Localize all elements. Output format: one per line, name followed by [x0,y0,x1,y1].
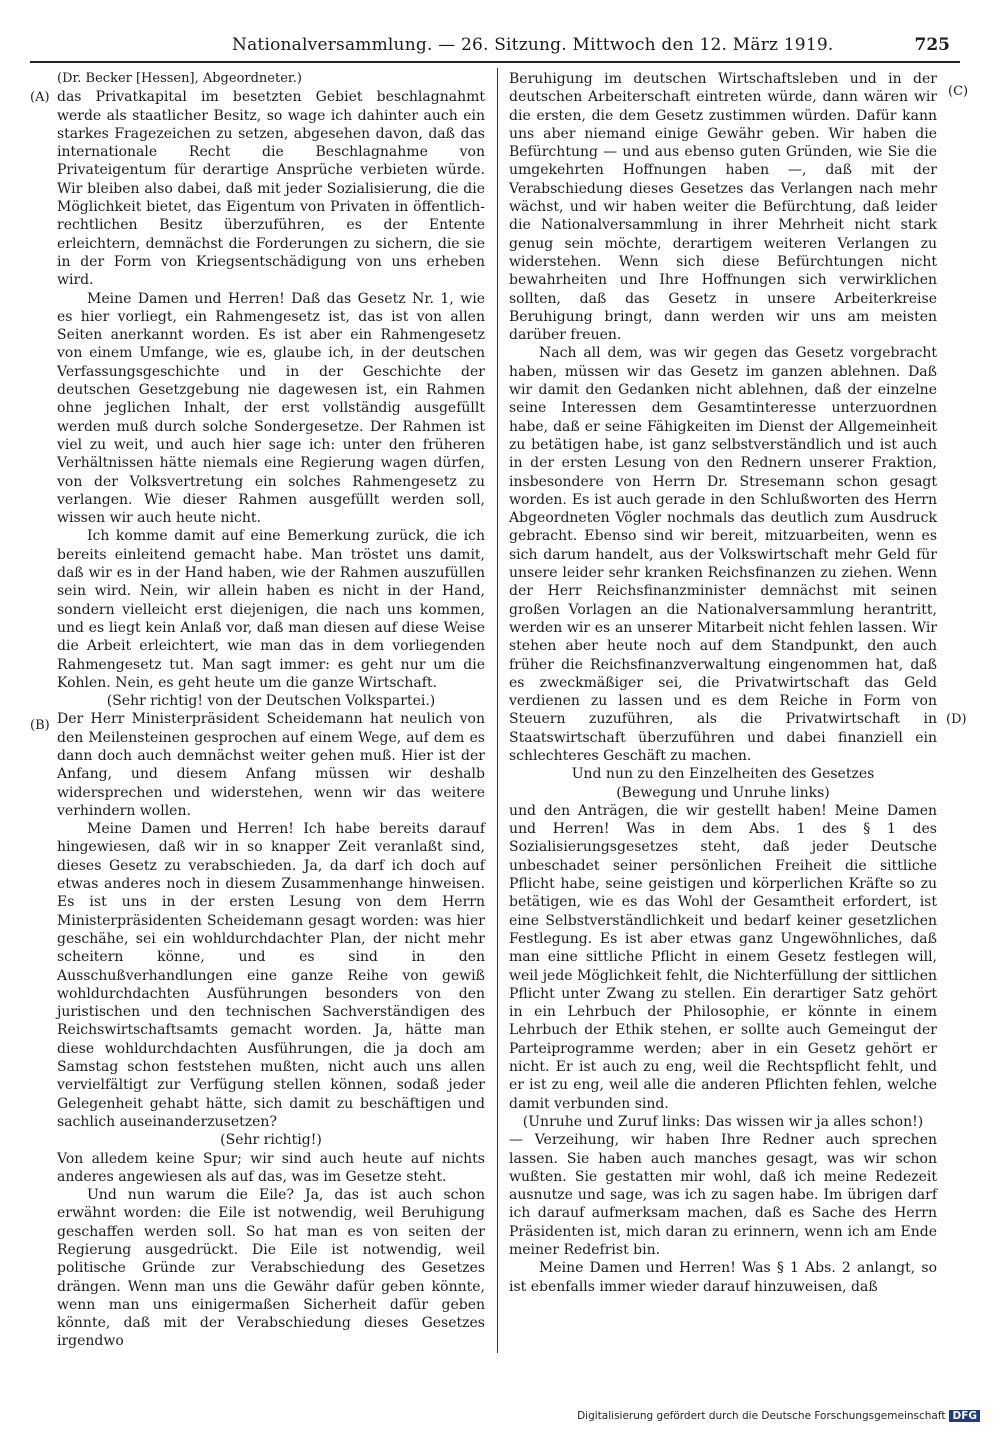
margin-mark-c: (C) [948,84,969,99]
paragraph: Beruhigung im deutschen Wirtschaftsleben und in der deutschen Arbeiterschaft eintreten würde, dann wären wir die ersten, die dem Gesetz zustimmen würden. Dafür kann uns aber niemand einige Gewähr geben. Wir haben die Befürchtung — und aus ebenso guten Gründen, wie Sie die umgekehrten Hoffnungen haben —, daß mit der Verabschiedung dieses Gesetzes das Verlangen nach mehr wächst, und wir haben weiter die Befürchtung, daß leider die Nationalversammlung in ihrer Mehrheit nicht stark genug sein möchte, derartigem weiteren Verlangen zu widerstehen. Wenn sich diese Befürchtungen nicht bewahrheiten und Ihre Hoffnungen sich verwirklichen sollten, daß das Gesetz in unsere Arbeiterkreise Beruhigung bringt, dann werden wir uns am meisten darüber freuen. [509,71,937,344]
dfg-logo: DFG [949,1410,980,1422]
paragraph: das Privatkapital im besetzten Gebiet beschlagnahmt werde als staatlicher Besitz, so wage ich dahinter auch ein starkes Fragezeichen zu setzen, abgesehen davon, daß das internationale Recht die Beschlagnahme von Privateigentum für derartige Ansprüche verbieten würde. Wir bleiben also dabei, daß mit jeder Sozialisierung, die die Möglichkeit bietet, das Eigentum von Privaten in öffentlich-rechtlichen Besitz überzuführen, es der Entente erleichtern, demnächst die Forderungen zu sichern, die sie in der Form von Kriegsentschädigung von uns erheben wird. [57,89,485,289]
running-title: Nationalversammlung. — 26. Sitzung. Mittwoch den 12. März 1919. [232,35,834,55]
margin-mark-b: (B) [30,718,50,733]
margin-mark-a: (A) [30,90,50,105]
interjection: (Unruhe und Zuruf links: Das wissen wir ja alles schon!) [522,1113,924,1130]
paragraph: Ich komme damit auf eine Bemerkung zurück, die ich bereits einleitend gemacht habe. Man tröstet uns damit, daß wir es in der Hand haben, wie der Rahmen auszufüllen sein wird. Nein, wir allein haben es nicht in der Hand, sondern vielleicht erst diejenigen, die nach uns kommen, und es liegt kein Anlaß vor, daß man diesen auf diese Weise die Arbeit erleichtert, wie man das in dem vorliegenden Rahmengesetz tut. Man sagt immer: es geht nur um die Kohlen. Nein, es geht heute um die ganze Wirtschaft. [57,528,485,691]
paragraph: — Verzeihung, wir haben Ihre Redner auch sprechen lassen. Sie haben auch manches gesagt, was wir schon wußten. Sie gestatten mir wohl, daß ich meine Redezeit ausnutze und sage, was ich zu sagen habe. Im übrigen darf ich darauf aufmerksam machen, daß es Sache des Herrn Präsidenten ist, mich daran zu erinnern, wenn ich am Ende meiner Redefrist bin. [509,1132,937,1258]
header-rule [30,61,960,63]
paragraph: und den Anträgen, die wir gestellt haben! Meine Damen und Herren! Was in dem Abs. 1 des § 1 des Sozialisierungsgesetzes steht, daß jeder Deutsche unbeschadet seiner persönlichen Freiheit die sittliche Pflicht habe, seine geistigen und körperlichen Kräfte so zu betätigen, wie es das Wohl der Gesamtheit erfordert, ist eine Selbstverständlichkeit und bedarf keiner gesetzlichen Festlegung. Es ist aber etwas ganz Ungewöhnliches, daß man eine sittliche Pflicht in einem Gesetz festlegen will, weil jede Möglichkeit fehlt, die Nichterfüllung der sittlichen Pflicht unter Zwang zu stellen. Ein derartiger Satz gehört in ein Lehrbuch der Philosophie, er könnte in einem Lehrbuch der Ethik stehen, er sollte auch Gemeingut der Parteiprogramme werden; aber in ein Gesetz gehört er nicht. Er ist auch zu eng, weil die Rechtspflicht fehlt, und er ist zu eng, weil alle die anderen Pflichten fehlen, welche damit verbunden sind. [509,802,937,1112]
paragraph: Der Herr Ministerpräsident Scheidemann hat neulich von den Meilensteinen gesprochen auf einem Wege, auf dem es dann doch auch demnächst weiter gehen muß. Hier ist der Anfang, und diesem Anfang müssen wir deshalb widersprechen und widerstehen, wenn wir das weitere verhindern wollen. [57,711,485,819]
left-column [57,70,485,1351]
column-divider [497,68,498,1353]
paragraph: Meine Damen und Herren! Ich habe bereits darauf hingewiesen, daß wir in so knapper Zeit veranlaßt sind, dieses Gesetz zu verabschieden. Ja, da darf ich doch auf etwas anderes noch in diesem Zusammenhange hinweisen. Es ist uns in der ersten Lesung von dem Herrn Ministerpräsidenten Scheidemann gesagt worden: was hier geschähe, sei ein wohldurchdachter Plan, der nicht mehr scheitern könne, und es sind in den Ausschußverhandlungen eine ganze Reihe von gewiß wohldurchdachten Ausführungen besonders von den juristischen und den technischen Sachverständigen des Reichswirtschaftsamts gemacht worden. Ja, hätte man diese wohldurchdachten Ausführungen, die ja doch am Samstag schon feststehen mußten, nicht auch uns allen vervielfältigt zur Verfügung stellen können, sodaß jeder Gelegenheit gehabt hätte, sich damit zu beschäftigen und sachlich auseinanderzusetzen? [57,821,485,1130]
page-header [0,33,1000,63]
paragraph: Meine Damen und Herren! Daß das Gesetz Nr. 1, wie es hier vorliegt, ein Rahmengesetz ist, das ist von allen Seiten anerkannt worden. Es ist aber ein Rahmengesetz von einem Umfange, wie es, glaube ich, in der deutschen Verfassungsgeschichte und in der Geschichte der deutschen Gesetzgebung nie dagewesen ist, ein Rahmen ohne jeglichen Inhalt, der erst vollständig ausgefüllt werden muß durch solche Sondergesetze. Der Rahmen ist viel zu weit, und auch hier sage ich: unter den früheren Verhältnissen hätte niemals eine Regierung wagen dürfen, von der Volksvertretung ein solches Rahmengesetz zu verlangen. Wie dieser Rahmen ausgefüllt werden soll, wissen wir auch heute nicht. [57,290,485,527]
right-column [509,70,937,1296]
margin-mark-d: (D) [946,712,967,727]
interjection: (Sehr richtig! von der Deutschen Volkspartei.) [106,693,436,710]
paragraph: Und nun warum die Eile? Ja, das ist auch schon erwähnt worden: die Eile ist notwendig, weil Beruhigung geschaffen werden soll. So hat man es von seiten der Regierung ausgedrückt. Die Eile ist notwendig, weil politische Gründe zur Verabschiedung des Gesetzes drängen. Wenn man uns die Gewähr dafür geben könnte, wenn man uns einigermaßen Sicherheit dafür geben könnte, daß mit der Verabschiedung dieses Gesetzes irgendwo [57,1187,485,1350]
paragraph: Von alledem keine Spur; wir sind auch heute auf nichts anderes angewiesen als auf das, was im Gesetze steht. [57,1150,485,1185]
paragraph: Meine Damen und Herren! Was § 1 Abs. 2 anlangt, so ist ebenfalls immer wieder darauf hinzuweisen, daß [509,1260,937,1295]
interjection: (Sehr richtig!) [220,1132,322,1149]
paragraph: Und nun zu den Einzelheiten des Gesetzes [571,766,875,783]
speaker-note: (Dr. Becker [Hessen], Abgeordneter.) [57,71,302,86]
paragraph: Nach all dem, was wir gegen das Gesetz vorgebracht haben, müssen wir das Gesetz im ganzen ablehnen. Daß wir damit den Gedanken nicht ablehnen, daß der einzelne seine Interessen dem Gesamtinteresse unterzuordnen habe, daß er seine Fähigkeiten im Dienst der Allgemeinheit zu betätigen habe, ist ganz selbstverständlich und ist auch in der ersten Lesung von den Rednern unserer Fraktion, insbesondere von Herrn Dr. Stresemann schon gesagt worden. Es ist auch gerade in den Schlußworten des Herrn Abgeordneten Vögler nochmals das deutlich zum Ausdruck gebracht. Ebenso sind wir bereit, mitzuarbeiten, wenn es sich darum handelt, aus der Volkswirtschaft mehr Geld für unsere leider sehr kranken Reichsfinanzen zu ziehen. Wenn der Herr Reichsfinanzminister demnächst mit seinen großen Vorlagen an die Nationalversammlung herantritt, werden wir es an unserer Mitarbeit nicht fehlen lassen. Wir stehen aber heute noch auf dem Standpunkt, den auch früher die Reichsfinanzverwaltung eingenommen hat, daß es zweckmäßiger sei, die Privatwirtschaft das Geld verdienen zu lassen und es dem Reiche in Form von Steuern zuzuführen, als die Privatwirtschaft in Staatswirtschaft überzuführen und dabei finanziell ein schlechteres Geschäft zu machen. [509,345,937,764]
footer-credit [577,1410,980,1422]
footer-text: Digitalisierung gefördert durch die Deutsche Forschungsgemeinschaft [577,1410,946,1422]
interjection: (Bewegung und Unruhe links) [616,784,830,801]
page-number: 725 [914,35,950,55]
